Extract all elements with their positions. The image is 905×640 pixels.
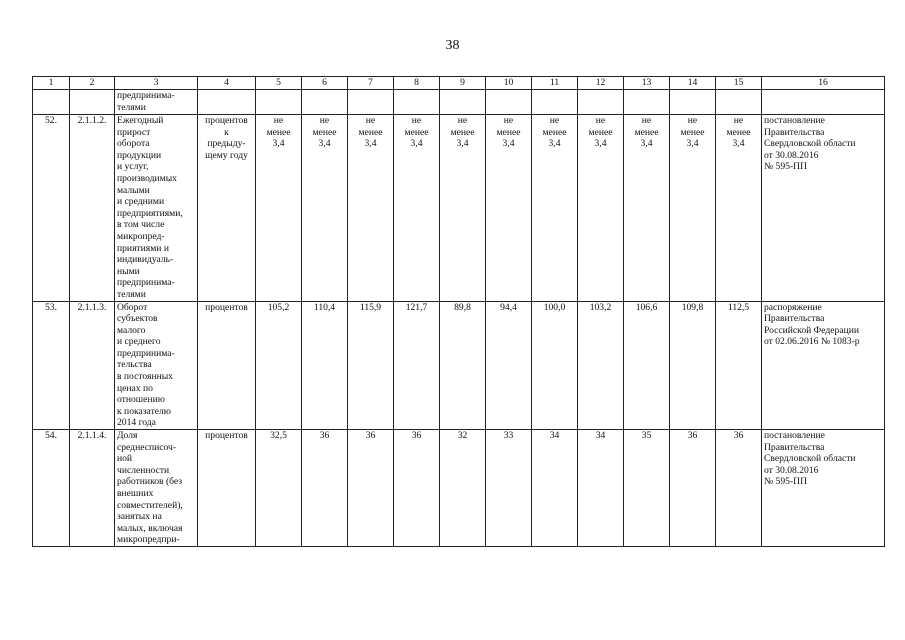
column-header: 2 [70, 77, 115, 90]
value-cell: 34 [532, 430, 578, 547]
table-row [33, 430, 885, 547]
row-number: 52. [33, 115, 70, 302]
column-header: 12 [578, 77, 624, 90]
column-header: 5 [256, 77, 302, 90]
value-cell: 36 [302, 430, 348, 547]
value-cell: 89,8 [440, 301, 486, 430]
value-cell: 103,2 [578, 301, 624, 430]
table-row [33, 301, 885, 430]
column-header: 3 [115, 77, 198, 90]
column-header: 13 [624, 77, 670, 90]
column-header: 1 [33, 77, 70, 90]
value-cell: не менее 3,4 [486, 115, 532, 302]
value-cell: 106,6 [624, 301, 670, 430]
value-cell: 109,8 [670, 301, 716, 430]
value-cell: не менее 3,4 [302, 115, 348, 302]
column-header: 6 [302, 77, 348, 90]
value-cell: 36 [716, 430, 762, 547]
indicator-code: 2.1.1.4. [70, 430, 115, 547]
indicator-code: 2.1.1.3. [70, 301, 115, 430]
column-header: 8 [394, 77, 440, 90]
column-header: 16 [762, 77, 885, 90]
value-cell: 36 [348, 430, 394, 547]
continuation-row [33, 90, 885, 115]
value-cell: не менее 3,4 [256, 115, 302, 302]
value-cell: 33 [486, 430, 532, 547]
value-cell: 32 [440, 430, 486, 547]
value-cell: 112,5 [716, 301, 762, 430]
column-number-row [33, 77, 885, 90]
value-cell: не менее 3,4 [348, 115, 394, 302]
indicators-table [32, 76, 885, 547]
value-cell: 105,2 [256, 301, 302, 430]
unit: процентов [198, 301, 256, 430]
unit: процентов [198, 430, 256, 547]
value-cell: не менее 3,4 [624, 115, 670, 302]
indicator-code: 2.1.1.2. [70, 115, 115, 302]
indicator-name: предпринима- телями [115, 90, 198, 115]
value-cell: 36 [394, 430, 440, 547]
source-document: постановление Правительства Свердловской области от 30.08.2016 № 595-ПП [762, 430, 885, 547]
page-number: 38 [445, 38, 460, 53]
column-header: 4 [198, 77, 256, 90]
value-cell: 121,7 [394, 301, 440, 430]
source-document: распоряжение Правительства Российской Федерации от 02.06.2016 № 1083-р [762, 301, 885, 430]
value-cell: не менее 3,4 [578, 115, 624, 302]
column-header: 11 [532, 77, 578, 90]
value-cell: не менее 3,4 [716, 115, 762, 302]
value-cell: 110,4 [302, 301, 348, 430]
source-document: постановление Правительства Свердловской области от 30.08.2016 № 595-ПП [762, 115, 885, 302]
column-header: 15 [716, 77, 762, 90]
indicator-name: Оборот субъектов малого и среднего предпринима- тельства в постоянных ценах по отношению к показателю 2014 года [115, 301, 198, 430]
value-cell: 35 [624, 430, 670, 547]
value-cell: 34 [578, 430, 624, 547]
value-cell: 32,5 [256, 430, 302, 547]
value-cell: 100,0 [532, 301, 578, 430]
table-row [33, 115, 885, 302]
value-cell: не менее 3,4 [670, 115, 716, 302]
value-cell: 36 [670, 430, 716, 547]
column-header: 14 [670, 77, 716, 90]
row-number: 53. [33, 301, 70, 430]
column-header: 9 [440, 77, 486, 90]
column-header: 10 [486, 77, 532, 90]
indicator-name: Ежегодный прирост оборота продукции и услуг, производимых малыми и средними предприятиями, в том числе микропред- приятиями и индивидуаль- ными предпринима- телями [115, 115, 198, 302]
value-cell: 115,9 [348, 301, 394, 430]
value-cell: не менее 3,4 [532, 115, 578, 302]
row-number: 54. [33, 430, 70, 547]
value-cell: не менее 3,4 [440, 115, 486, 302]
value-cell: 94,4 [486, 301, 532, 430]
value-cell: не менее 3,4 [394, 115, 440, 302]
unit: процентов к предыду- щему году [198, 115, 256, 302]
column-header: 7 [348, 77, 394, 90]
indicator-name: Доля среднесписоч- ной численности работников (без внешних совместителей), занятых на малых, включая микропредпри- [115, 430, 198, 547]
